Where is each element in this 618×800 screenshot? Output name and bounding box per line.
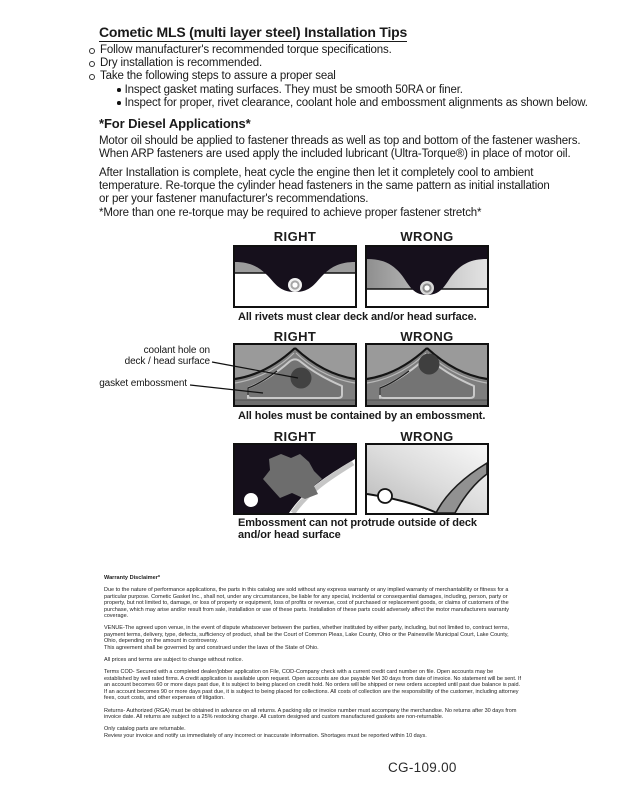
list-item-text: Follow manufacturer's recommended torque specifications. bbox=[100, 44, 392, 56]
disclaimer-paragraph: This agreement shall be governed by and construed under the laws of the State of Ohio. bbox=[104, 644, 319, 651]
list-item bbox=[89, 57, 588, 70]
label-line: deck / head surface bbox=[124, 355, 210, 367]
tips-list bbox=[89, 44, 588, 110]
list-item-text: Inspect for proper, rivet clearance, coolant hole and embossment alignments as shown below. bbox=[124, 96, 588, 109]
list-item-text: Dry installation is recommended. bbox=[100, 57, 263, 70]
disclaimer-paragraph: Only catalog parts are returnable. bbox=[104, 726, 186, 733]
circle-bullet-icon bbox=[89, 61, 95, 67]
disclaimer-paragraph: All prices and terms are subject to change without notice. bbox=[104, 657, 244, 664]
caption-line: Embossment can not protrude outside of deck bbox=[238, 517, 477, 529]
list-item-text: Inspect gasket mating surfaces. They must be smooth 50RA or finer. bbox=[124, 83, 463, 96]
paragraph-line: When ARP fasteners are used apply the included lubricant (Ultra-Torque®) in place of motor oil. bbox=[99, 148, 571, 160]
warranty-disclaimer bbox=[104, 575, 522, 745]
disclaimer-paragraph: Returns- Authorized (RGA) must be obtained in advance on all returns. A packing slip or invoice number must accompany the merchandise. No returns after 30 days from invoice date. All returns are subject to a 25% restocking charge. All custom designed and custom manufactured gaskets are non-returnable. bbox=[104, 707, 517, 720]
hole-contained-wrong-diagram bbox=[365, 343, 489, 407]
circle-bullet-icon bbox=[89, 74, 95, 80]
figure-caption-rivets: All rivets must clear deck and/or head surface. bbox=[238, 311, 477, 323]
protrude-right-diagram bbox=[233, 443, 357, 515]
figure-rivet-right bbox=[233, 245, 357, 308]
paragraph-motor-oil bbox=[99, 135, 580, 161]
wrong-header-row1: WRONG bbox=[400, 229, 454, 244]
sub-list-item bbox=[89, 84, 588, 97]
disclaimer-paragraph: VENUE-The agreed upon venue, in the event of dispute whatsoever between the parties, whether instituted by either party, including, but not limited to, contract terms, payment terms, delivery, type, defects, sufficiency of product, shall be the Court of Common Pleas, Lake County, Ohio or the Painesville Municipal Court, Lake County, Ohio, depending on the amount in controversy. bbox=[104, 625, 509, 645]
right-header-row1: RIGHT bbox=[273, 229, 317, 244]
leader-lines bbox=[185, 340, 305, 400]
circle-bullet-icon bbox=[89, 48, 95, 54]
rivet-clear-wrong-diagram bbox=[365, 245, 489, 308]
right-header-row3: RIGHT bbox=[273, 429, 317, 444]
disclaimer-paragraph: Review your invoice and notify us immediately of any incorrect or inaccurate information. Shortages must be reported within 10 days. bbox=[104, 732, 427, 739]
disclaimer-paragraph: Terms COD- Secured with a completed dealer/jobber application on File, COD-Company check with a current credit card number on file. Open accounts may be established by well rated firms. A credit application is available upon request. Open accounts are due payable Net 30 days from date of invoice. No statement will be sent. If an account becomes 60 or more days past due, it is subject to being placed on credit hold. No orders will be shipped or new orders accepted until past due balance is paid. If an account becomes 90 or more days past due, it is subject to being placed for collections. All costs of collection are the responsibility of the customer, including attorney fees, court costs, and other expenses of litigation. bbox=[104, 669, 522, 702]
label-line: coolant hole on bbox=[143, 345, 210, 356]
dot-bullet-icon bbox=[117, 101, 121, 105]
list-item-text: Take the following steps to assure a proper seal bbox=[100, 70, 336, 83]
figure-rivet-wrong bbox=[365, 245, 489, 308]
figure-caption-protrude bbox=[238, 517, 477, 541]
list-item bbox=[89, 44, 588, 57]
retorque-note bbox=[99, 207, 481, 220]
figure-protrude-right bbox=[233, 443, 357, 515]
dot-bullet-icon bbox=[117, 88, 121, 92]
gasket-embossment-label: gasket embossment bbox=[99, 378, 187, 389]
caption-line: and/or head surface bbox=[238, 529, 341, 541]
list-item bbox=[89, 70, 588, 83]
figure-caption-holes: All holes must be contained by an embossment. bbox=[238, 410, 486, 422]
page-code: CG-109.00 bbox=[388, 760, 457, 775]
paragraph-line: Motor oil should be applied to fastener threads as well as top and bottom of the fastener washers. bbox=[99, 135, 581, 147]
paragraph-line: or per your fastener manufacturer's recommendations. bbox=[99, 193, 369, 205]
sub-list-item bbox=[89, 97, 588, 110]
wrong-header-row3: WRONG bbox=[400, 429, 454, 444]
disclaimer-heading: Warranty Disclaimer* bbox=[104, 575, 161, 581]
paragraph-line: *More than one re-torque may be required to achieve proper fastener stretch* bbox=[99, 207, 482, 219]
right-header-row2: RIGHT bbox=[273, 329, 317, 344]
figure-embossment-wrong bbox=[365, 343, 489, 407]
diesel-applications-heading: *For Diesel Applications* bbox=[99, 116, 251, 131]
paragraph-line: After Installation is complete, heat cycle the engine then let it completely cool to ambient bbox=[99, 167, 534, 179]
rivet-clear-right-diagram bbox=[233, 245, 357, 308]
wrong-header-row2: WRONG bbox=[400, 329, 454, 344]
disclaimer-paragraph: Due to the nature of performance applications, the parts in this catalog are sold without any express warranty or any implied warranty of merchantability or fitness for a particular purpose. Cometic Gasket Inc., shall not, under any circumstances, be liable for any special, incidental or consequential damages, including, person, party or property, but not limited to, damage, or loss of property or equipment, loss of profits or revenue, cost of purchased or replacement goods, or claims of customers of the purchase, which may arise and/or result from sale, installation or use of these parts. Installation of these parts could adversely affect the motor manufacturers warranty coverage. bbox=[104, 587, 509, 620]
figure-protrude-wrong bbox=[365, 443, 489, 515]
page-title: Cometic MLS (multi layer steel) Installation Tips bbox=[99, 24, 408, 40]
paragraph-heat-cycle bbox=[99, 167, 550, 206]
paragraph-line: temperature. Re-torque the cylinder head fasteners in the same pattern as initial installation bbox=[99, 180, 550, 192]
protrude-wrong-diagram bbox=[365, 443, 489, 515]
